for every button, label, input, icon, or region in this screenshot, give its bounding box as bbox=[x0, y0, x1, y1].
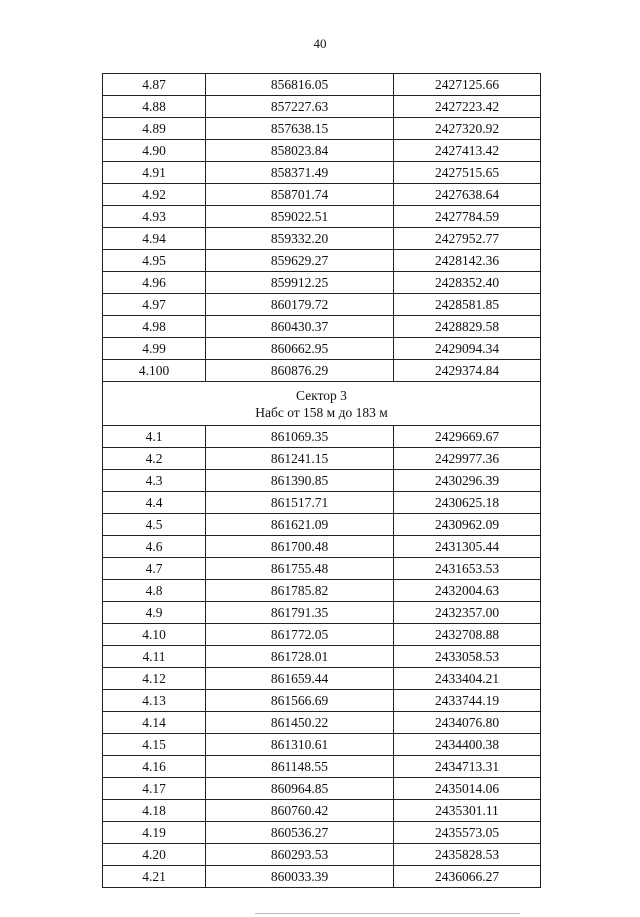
point-number-cell: 4.94 bbox=[103, 228, 206, 250]
x-coordinate-cell: 860876.29 bbox=[206, 360, 394, 382]
y-coordinate-cell: 2428581.85 bbox=[394, 294, 541, 316]
y-coordinate-cell: 2427223.42 bbox=[394, 96, 541, 118]
point-number-cell: 4.2 bbox=[103, 448, 206, 470]
x-coordinate-cell: 861728.01 bbox=[206, 646, 394, 668]
point-number-cell: 4.96 bbox=[103, 272, 206, 294]
x-coordinate-cell: 859912.25 bbox=[206, 272, 394, 294]
table-row bbox=[103, 624, 541, 646]
point-number-cell: 4.13 bbox=[103, 690, 206, 712]
y-coordinate-cell: 2427515.65 bbox=[394, 162, 541, 184]
y-coordinate-cell: 2434400.38 bbox=[394, 734, 541, 756]
table-row bbox=[103, 250, 541, 272]
table-row bbox=[103, 778, 541, 800]
x-coordinate-cell: 860293.53 bbox=[206, 844, 394, 866]
table-body-after bbox=[103, 426, 541, 888]
x-coordinate-cell: 859629.27 bbox=[206, 250, 394, 272]
x-coordinate-cell: 856816.05 bbox=[206, 74, 394, 96]
x-coordinate-cell: 858371.49 bbox=[206, 162, 394, 184]
table-row bbox=[103, 162, 541, 184]
y-coordinate-cell: 2427413.42 bbox=[394, 140, 541, 162]
x-coordinate-cell: 860760.42 bbox=[206, 800, 394, 822]
table-row bbox=[103, 580, 541, 602]
table-row bbox=[103, 184, 541, 206]
table-row bbox=[103, 734, 541, 756]
y-coordinate-cell: 2436066.27 bbox=[394, 866, 541, 888]
point-number-cell: 4.92 bbox=[103, 184, 206, 206]
point-number-cell: 4.20 bbox=[103, 844, 206, 866]
x-coordinate-cell: 861450.22 bbox=[206, 712, 394, 734]
x-coordinate-cell: 861755.48 bbox=[206, 558, 394, 580]
point-number-cell: 4.19 bbox=[103, 822, 206, 844]
point-number-cell: 4.3 bbox=[103, 470, 206, 492]
table-row bbox=[103, 646, 541, 668]
table-row bbox=[103, 668, 541, 690]
table-row bbox=[103, 228, 541, 250]
y-coordinate-cell: 2430625.18 bbox=[394, 492, 541, 514]
y-coordinate-cell: 2433404.21 bbox=[394, 668, 541, 690]
x-coordinate-cell: 860536.27 bbox=[206, 822, 394, 844]
y-coordinate-cell: 2434076.80 bbox=[394, 712, 541, 734]
point-number-cell: 4.100 bbox=[103, 360, 206, 382]
point-number-cell: 4.99 bbox=[103, 338, 206, 360]
y-coordinate-cell: 2428829.58 bbox=[394, 316, 541, 338]
y-coordinate-cell: 2433058.53 bbox=[394, 646, 541, 668]
y-coordinate-cell: 2431653.53 bbox=[394, 558, 541, 580]
y-coordinate-cell: 2429977.36 bbox=[394, 448, 541, 470]
y-coordinate-cell: 2429094.34 bbox=[394, 338, 541, 360]
y-coordinate-cell: 2427125.66 bbox=[394, 74, 541, 96]
point-number-cell: 4.16 bbox=[103, 756, 206, 778]
y-coordinate-cell: 2435014.06 bbox=[394, 778, 541, 800]
table-row bbox=[103, 492, 541, 514]
table-row bbox=[103, 206, 541, 228]
x-coordinate-cell: 858023.84 bbox=[206, 140, 394, 162]
x-coordinate-cell: 861069.35 bbox=[206, 426, 394, 448]
x-coordinate-cell: 860662.95 bbox=[206, 338, 394, 360]
x-coordinate-cell: 858701.74 bbox=[206, 184, 394, 206]
table-row bbox=[103, 690, 541, 712]
point-number-cell: 4.6 bbox=[103, 536, 206, 558]
point-number-cell: 4.21 bbox=[103, 866, 206, 888]
point-number-cell: 4.98 bbox=[103, 316, 206, 338]
x-coordinate-cell: 861621.09 bbox=[206, 514, 394, 536]
x-coordinate-cell: 857638.15 bbox=[206, 118, 394, 140]
section-header-cell bbox=[103, 382, 541, 426]
scan-edge-line bbox=[255, 913, 520, 914]
x-coordinate-cell: 861390.85 bbox=[206, 470, 394, 492]
table-row bbox=[103, 448, 541, 470]
table-row bbox=[103, 294, 541, 316]
point-number-cell: 4.93 bbox=[103, 206, 206, 228]
y-coordinate-cell: 2435828.53 bbox=[394, 844, 541, 866]
table-row bbox=[103, 602, 541, 624]
x-coordinate-cell: 861310.61 bbox=[206, 734, 394, 756]
point-number-cell: 4.18 bbox=[103, 800, 206, 822]
point-number-cell: 4.5 bbox=[103, 514, 206, 536]
table-row bbox=[103, 140, 541, 162]
table-row bbox=[103, 514, 541, 536]
x-coordinate-cell: 861659.44 bbox=[206, 668, 394, 690]
x-coordinate-cell: 860964.85 bbox=[206, 778, 394, 800]
x-coordinate-cell: 861148.55 bbox=[206, 756, 394, 778]
y-coordinate-cell: 2434713.31 bbox=[394, 756, 541, 778]
section-subtitle: Набс от 158 м до 183 м bbox=[255, 404, 388, 420]
x-coordinate-cell: 859332.20 bbox=[206, 228, 394, 250]
table-row bbox=[103, 800, 541, 822]
y-coordinate-cell: 2433744.19 bbox=[394, 690, 541, 712]
x-coordinate-cell: 861517.71 bbox=[206, 492, 394, 514]
x-coordinate-cell: 861566.69 bbox=[206, 690, 394, 712]
x-coordinate-cell: 861785.82 bbox=[206, 580, 394, 602]
point-number-cell: 4.9 bbox=[103, 602, 206, 624]
point-number-cell: 4.17 bbox=[103, 778, 206, 800]
table-row bbox=[103, 470, 541, 492]
point-number-cell: 4.7 bbox=[103, 558, 206, 580]
x-coordinate-cell: 861772.05 bbox=[206, 624, 394, 646]
point-number-cell: 4.11 bbox=[103, 646, 206, 668]
y-coordinate-cell: 2435301.11 bbox=[394, 800, 541, 822]
page-number: 40 bbox=[313, 36, 327, 51]
point-number-cell: 4.90 bbox=[103, 140, 206, 162]
y-coordinate-cell: 2435573.05 bbox=[394, 822, 541, 844]
point-number-cell: 4.91 bbox=[103, 162, 206, 184]
y-coordinate-cell: 2432357.00 bbox=[394, 602, 541, 624]
table-row bbox=[103, 338, 541, 360]
section-title: Сектор 3 bbox=[296, 387, 347, 403]
table-row bbox=[103, 866, 541, 888]
y-coordinate-cell: 2427952.77 bbox=[394, 228, 541, 250]
table-section-header-group bbox=[103, 382, 541, 426]
point-number-cell: 4.1 bbox=[103, 426, 206, 448]
y-coordinate-cell: 2428142.36 bbox=[394, 250, 541, 272]
coordinates-table bbox=[102, 73, 541, 888]
table-row bbox=[103, 756, 541, 778]
y-coordinate-cell: 2429669.67 bbox=[394, 426, 541, 448]
table-row bbox=[103, 96, 541, 118]
x-coordinate-cell: 861791.35 bbox=[206, 602, 394, 624]
x-coordinate-cell: 861241.15 bbox=[206, 448, 394, 470]
table-row bbox=[103, 426, 541, 448]
point-number-cell: 4.8 bbox=[103, 580, 206, 602]
table-body-before bbox=[103, 74, 541, 382]
table-row bbox=[103, 118, 541, 140]
x-coordinate-cell: 857227.63 bbox=[206, 96, 394, 118]
point-number-cell: 4.4 bbox=[103, 492, 206, 514]
y-coordinate-cell: 2432708.88 bbox=[394, 624, 541, 646]
section-header-row bbox=[103, 382, 541, 426]
point-number-cell: 4.14 bbox=[103, 712, 206, 734]
y-coordinate-cell: 2430962.09 bbox=[394, 514, 541, 536]
y-coordinate-cell: 2427784.59 bbox=[394, 206, 541, 228]
point-number-cell: 4.10 bbox=[103, 624, 206, 646]
x-coordinate-cell: 861700.48 bbox=[206, 536, 394, 558]
y-coordinate-cell: 2429374.84 bbox=[394, 360, 541, 382]
table-row bbox=[103, 712, 541, 734]
y-coordinate-cell: 2427320.92 bbox=[394, 118, 541, 140]
table-row bbox=[103, 74, 541, 96]
point-number-cell: 4.87 bbox=[103, 74, 206, 96]
x-coordinate-cell: 860033.39 bbox=[206, 866, 394, 888]
y-coordinate-cell: 2432004.63 bbox=[394, 580, 541, 602]
y-coordinate-cell: 2430296.39 bbox=[394, 470, 541, 492]
y-coordinate-cell: 2428352.40 bbox=[394, 272, 541, 294]
table-row bbox=[103, 316, 541, 338]
x-coordinate-cell: 860179.72 bbox=[206, 294, 394, 316]
point-number-cell: 4.95 bbox=[103, 250, 206, 272]
x-coordinate-cell: 859022.51 bbox=[206, 206, 394, 228]
point-number-cell: 4.15 bbox=[103, 734, 206, 756]
y-coordinate-cell: 2427638.64 bbox=[394, 184, 541, 206]
y-coordinate-cell: 2431305.44 bbox=[394, 536, 541, 558]
table-row bbox=[103, 272, 541, 294]
table-row bbox=[103, 536, 541, 558]
point-number-cell: 4.12 bbox=[103, 668, 206, 690]
table-row bbox=[103, 822, 541, 844]
table-row bbox=[103, 558, 541, 580]
table-row bbox=[103, 844, 541, 866]
table-row bbox=[103, 360, 541, 382]
point-number-cell: 4.89 bbox=[103, 118, 206, 140]
x-coordinate-cell: 860430.37 bbox=[206, 316, 394, 338]
point-number-cell: 4.97 bbox=[103, 294, 206, 316]
point-number-cell: 4.88 bbox=[103, 96, 206, 118]
